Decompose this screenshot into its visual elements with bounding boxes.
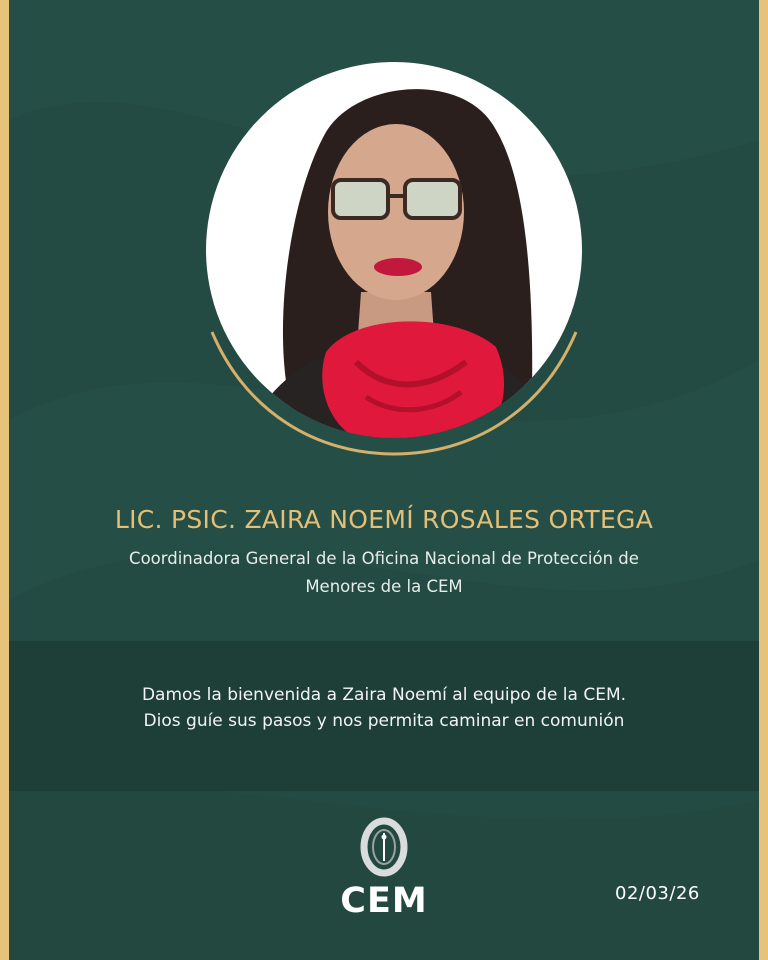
message-line-1: Damos la bienvenida a Zaira Noemí al equipo de la CEM.: [141, 685, 627, 705]
portrait-frame: [206, 62, 582, 454]
announcement-card: [9, 0, 759, 960]
cem-logo: [332, 817, 436, 927]
gold-arc-decoration: [206, 62, 582, 462]
role-line-2: Menores de la CEM: [305, 577, 463, 596]
person-name: LIC. PSIC. ZAIRA NOEMÍ ROSALES ORTEGA: [114, 505, 654, 534]
post-date: 02/03/26: [615, 883, 700, 904]
cem-logo-text: CEM: [340, 881, 428, 921]
message-line-2: Dios guíe sus pasos y nos permita caminar en comunión: [143, 711, 625, 731]
person-role: [84, 545, 684, 601]
role-line-1: Coordinadora General de la Oficina Nacional de Protección de: [129, 549, 639, 568]
welcome-message: [9, 682, 759, 734]
cem-emblem-icon: [360, 817, 408, 881]
